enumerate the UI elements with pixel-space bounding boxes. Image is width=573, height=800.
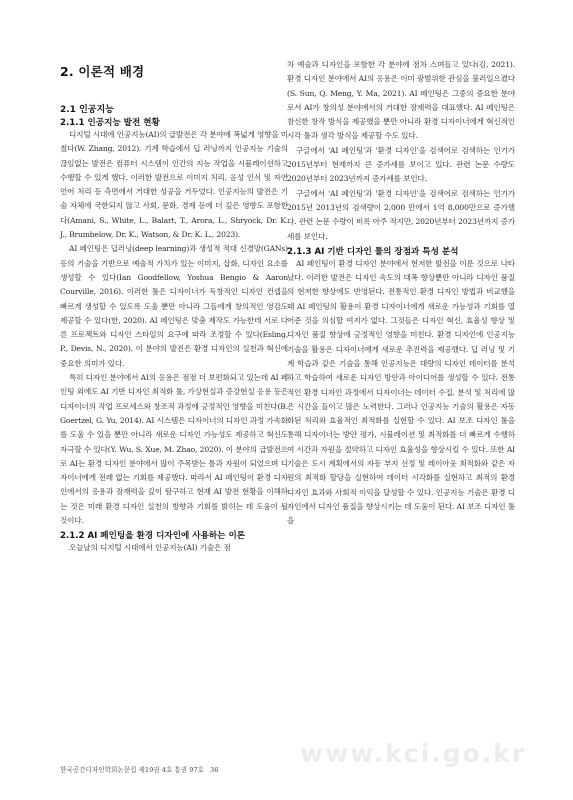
paragraph-2-1-1-c: 특히 디자인 분야에서 AI의 응용은 점점 더 보편화되고 있는데 AI 페인팅 외에도 AI 기반 디자인 최적화 툴, 가상현실과 증강현실 응용 등은 디자이너의 작업 프로세스와 창조적 과정에 긍정적인 영향을 미친다(B. Goertzel, G. Yu, 2014). AI 시스템은 디자이너의 디자인 과정 가속화를 도울 수 있을 뿐만 아니라 새로운 디자인 가능성도 제공하고 혁신도 자극할 수 있다(Y. Wu, S. Xue, M. Zhao, 2020). 이 분야의 급발전으로 AI는 환경 디자인 분야에서 많이 주목받는 틀과 자원이 되었으며 디자이너에게 전례 없는 기회를 제공했다. 따라서 AI 페인팅이 환경 디자인에서의 응용과 잠재력을 깊이 탐구하고 현재 AI 발전 현황을 이해하는 것은 미래 환경 디자인 실천의 방향과 기회를 밝히는 데 도움이 될 것이다. [60,373,288,526]
section-title: 2. 이론적 배경 [60,64,145,79]
journal-name: 한국공간디자인학회논문집 제19권 4호 통권 97호 [60,766,205,774]
paragraph-2-1-2-a-start: 오늘날의 디지털 시대에서 인공지능(AI) 기술은 점 [69,543,231,553]
left-column [60,96,288,556]
paragraph-2-1-1-b: AI 페인팅은 딥러닝(deep learning)과 생성적 적대 신경망(GANs) 등의 기술을 기반으로 예술적 가치가 있는 이미지, 삽화, 디자인 요소를 생성할 수 있다(Ian Goodfellow, Yoshua Bengio & Aaron Courville, 2016). 이러한 툴은 디자이너가 독창적인 디자인 컨셉을 빠르게 생성할 수 있도록 도울 뿐만 아니라 그들에게 창의적인 영감도 제공할 수 있다(한, 2020). AI 페인팅은 맞춤 제작도 가능한데 서로 다른 프로젝트와 디자인 스타일의 요구에 따라 조정할 수 있다(Esling, P., Devis, N., 2020). 이 분야의 발전은 환경 디자인의 실천과 혁신에 중요한 의미가 있다. [60,244,288,368]
heading-2-1-1: 2.1.1 인공지능 발전 현황 [60,118,160,128]
paragraph-2-1-2-c: 구글에서 'AI 페인팅'과 '환경 디자인'을 검색어로 검색하는 인기가 2015년 2013년의 검색량이 2,000 만에서 1억 8,000만으로 증가했다. 관련 논문 수량이 비록 아주 적지만, 2020년부터 2023년까지 증가세를 보인다. [287,188,515,241]
paragraph-2-1-1-a: 디지털 시대에 인공지능(AI)의 급발전은 각 분야에 폭넓게 영향을 미쳤다(W. Zhang, 2012). 기계 학습에서 딥 러닝까지 인공지능 기술의 끊임없는 발전은 컴퓨터 시스템이 인간의 지능 작업을 시뮬레이션하고 수행할 수 있게 했다. 이러한 발전으로 이미지 처리, 음성 인식 및 자연 언어 처리 등 측면에서 거대한 성공을 거두었다. 인공지능의 발전은 기술 자체에 국한되지 않고 사회, 문화, 경제 등에 더 깊은 영향도 포함한다(Amani, S., White, L., Balart, T., Arora, L., Shryock, Dr. K. J., Brumbelow, Dr. K., Watson, & Dr. K. L., 2023). [60,130,288,240]
heading-2-1-2: 2.1.2 AI 페인팅을 환경 디자인에 사용하는 이론 [60,531,246,542]
watermark: www.kci.go.kr [300,739,527,768]
heading-2-1-3: 2.1.3 AI 기반 디자인 툴의 장점과 특성 분석 [287,246,459,257]
paragraph-2-1-3-a: AI 페인팅이 환경 디자인 분야에서 현저한 발전을 이룬 것으로 나타났다. 이러한 발전은 디자인 속도의 대폭 향상뿐만 아니라 디자인 품질의 현저한 향상에도 반영된다. 전통적인 환경 디자인 방법과 비교했을 때 AI 페인팅의 활용이 환경 디자이너에게 새로운 가능성과 기회를 열어준 것을 의심할 여지가 없다. 그것들은 디자인 혁신, 효율성 향상 및 디자인 품질 향상에 긍정적인 영향을 미친다. 환경 디자인에 인공지능 기술을 활용은 디자이너에게 새로운 추진력을 제공했다. 딥 러닝 및 기계 학습과 같은 기술을 통해 인공지능은 대량의 디자인 데이터를 분석하고 학습하여 새로운 디자인 방안과 아이디어를 생성할 수 있다. 전통적인 환경 디자인 과정에서 디자이너는 데이터 수집, 분석 및 처리에 많은 시간을 들이고 많은 노력한다. 그러나 인공지능 기술의 활용은 자동화된 처리와 효율적인 최적화를 실현할 수 있다. AI 보조 디자인 툴을 통해 디자이너는 방안 평가, 시뮬레이션 및 최적화를 더 빠르게 수행하여 시간과 자원을 절약하고 디자인 효율성을 향상시킬 수 있다. 또한 AI 기술은 도시 계획에서의 자동 부지 선정 및 레이아웃 최적화와 같은 자원의 최적화 할당을 실현하여 데이터 시각화를 실현하고 최적의 환경 디자인 효과와 사회적 이익을 달성할 수 있다. 인공지능 기술은 환경 디자인에서 디자인 품질을 향상시키는 데 도움이 된다. AI 보조 디자인 툴을 [287,258,515,526]
page-footer [60,764,218,774]
heading-2-1: 2.1 인공지능 [60,105,114,115]
page-number: 36 [210,766,219,774]
paragraph-2-1-2-a-cont: 차 예술과 디자인을 포함한 각 분야에 점차 스며들고 있다(김, 2021). 환경 디자인 분야에서 AI의 응용은 이미 광범위한 관심을 불러일으켰다 (S. Sun, Q. Meng, Y. Ma, 2021). AI 페인팅은 그중의 중요한 분야로서 AI가 창의성 분야에서의 거대한 잠재력을 대표했다. AI 페인팅은 참신한 창작 방식을 제공했을 뿐만 아니라 환경 디자이너에게 혁신적인 시각 툴과 생각 방식을 제공할 수도 있다. [287,60,515,141]
paragraph-2-1-2-b: 구글에서 'AI 페인팅'과 '환경 디자인'을 검색어로 검색하는 인기가 2015년부터 현재까지 큰 증가세를 보이고 있다. 관련 논문 수량도 2020년부터 2023년까지 증가세를 보인다. [287,145,515,184]
right-column [287,58,515,529]
